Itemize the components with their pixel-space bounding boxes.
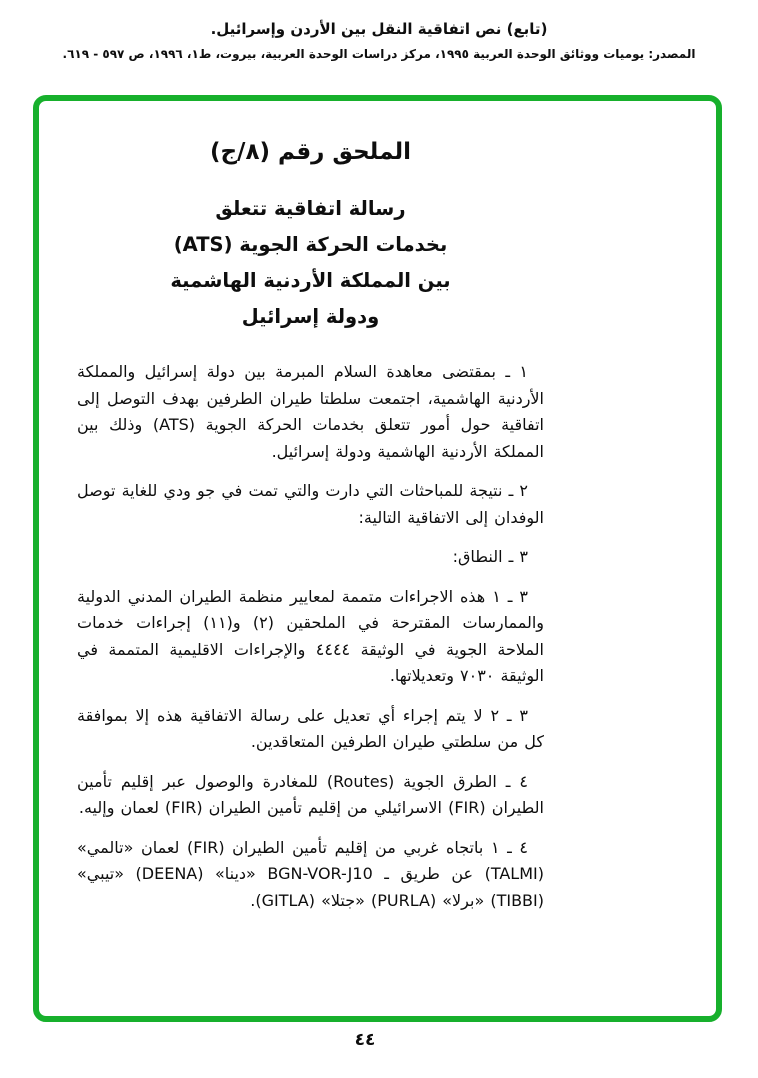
paragraph-3-2: ٣ ـ ٢ لا يتم إجراء أي تعديل على رسالة الاتفاقية هذه إلا بموافقة كل من سلطتي طيران الطرفين المتعاقدين. <box>77 705 544 751</box>
document-frame-border <box>33 95 722 1022</box>
source-citation: المصدر: يوميات ووثائق الوحدة العربية ١٩٩٥، مركز دراسات الوحدة العربية، بيروت، ط١، ١٩٩٦، ص ٥٩٧ - ٦١٩. <box>62 47 696 61</box>
subtitle-line-1: رسالة اتفاقية تتعلق <box>215 197 406 220</box>
paragraph-3-1: ٣ ـ ١ هذه الاجراءات متممة لمعايير منظمة الطيران المدني الدولية والممارسات المقترحة في الملحقين (٢) و(١١) إجراءات خدمات الملاحة الجوية في الوثيقة ٤٤٤٤ والإجراءات الاقليمية المتممة في الوثيقة ٧٠٣٠ وتعديلاتها. <box>77 586 545 685</box>
annex-subtitle <box>77 191 544 335</box>
paragraph-2: ٢ ـ نتيجة للمباحثات التي دارت والتي تمت في جو ودي للغاية توصل الوفدان إلى الاتفاقية التالية: <box>77 481 544 527</box>
paragraph-4: ٤ ـ الطرق الجوية (Routes) للمغادرة والوصول عبر إقليم تأمين الطيران (FIR) الاسرائيلي من إقليم تأمين الطيران (FIR) لعمان وإليه. <box>77 771 544 817</box>
paragraph-1: ١ ـ بمقتضى معاهدة السلام المبرمة بين دولة إسرائيل والمملكة الأردنية الهاشمية، اجتمعت سلطتا طيران الطرفين بهدف التوصل إلى اتفاقية حول أمور تتعلق بخدمات الحركة الجوية (ATS) وذلك بين المملكة الأردنية الهاشمية ودولة إسرائيل. <box>77 362 545 461</box>
subtitle-line-4: ودولة إسرائيل <box>241 305 380 328</box>
paragraph-4-1: ٤ ـ ١ باتجاه غربي من إقليم تأمين الطيران (FIR) لعمان «تالمي» (TALMI) عن طريق ـ BGN-VOR-J10 «دينا» (DEENA) «تيبي» (TIBBI) «برلا» (PURLA) «جتلا» (GITLA). <box>77 837 544 910</box>
subtitle-line-2: بخدمات الحركة الجوية (ATS) <box>173 233 448 256</box>
document-body <box>77 359 544 914</box>
page-number: ٤٤ <box>354 1030 376 1050</box>
page-header <box>0 20 758 61</box>
annex-title: الملحق رقم (٨/ج) <box>209 139 412 165</box>
paragraph-3: ٣ ـ النطاق: <box>452 547 528 566</box>
continuation-note: (تابع) نص اتفاقية النقل بين الأردن وإسرائيل. <box>210 20 548 38</box>
subtitle-line-3: بين المملكة الأردنية الهاشمية <box>170 269 451 292</box>
document-content <box>39 101 716 914</box>
